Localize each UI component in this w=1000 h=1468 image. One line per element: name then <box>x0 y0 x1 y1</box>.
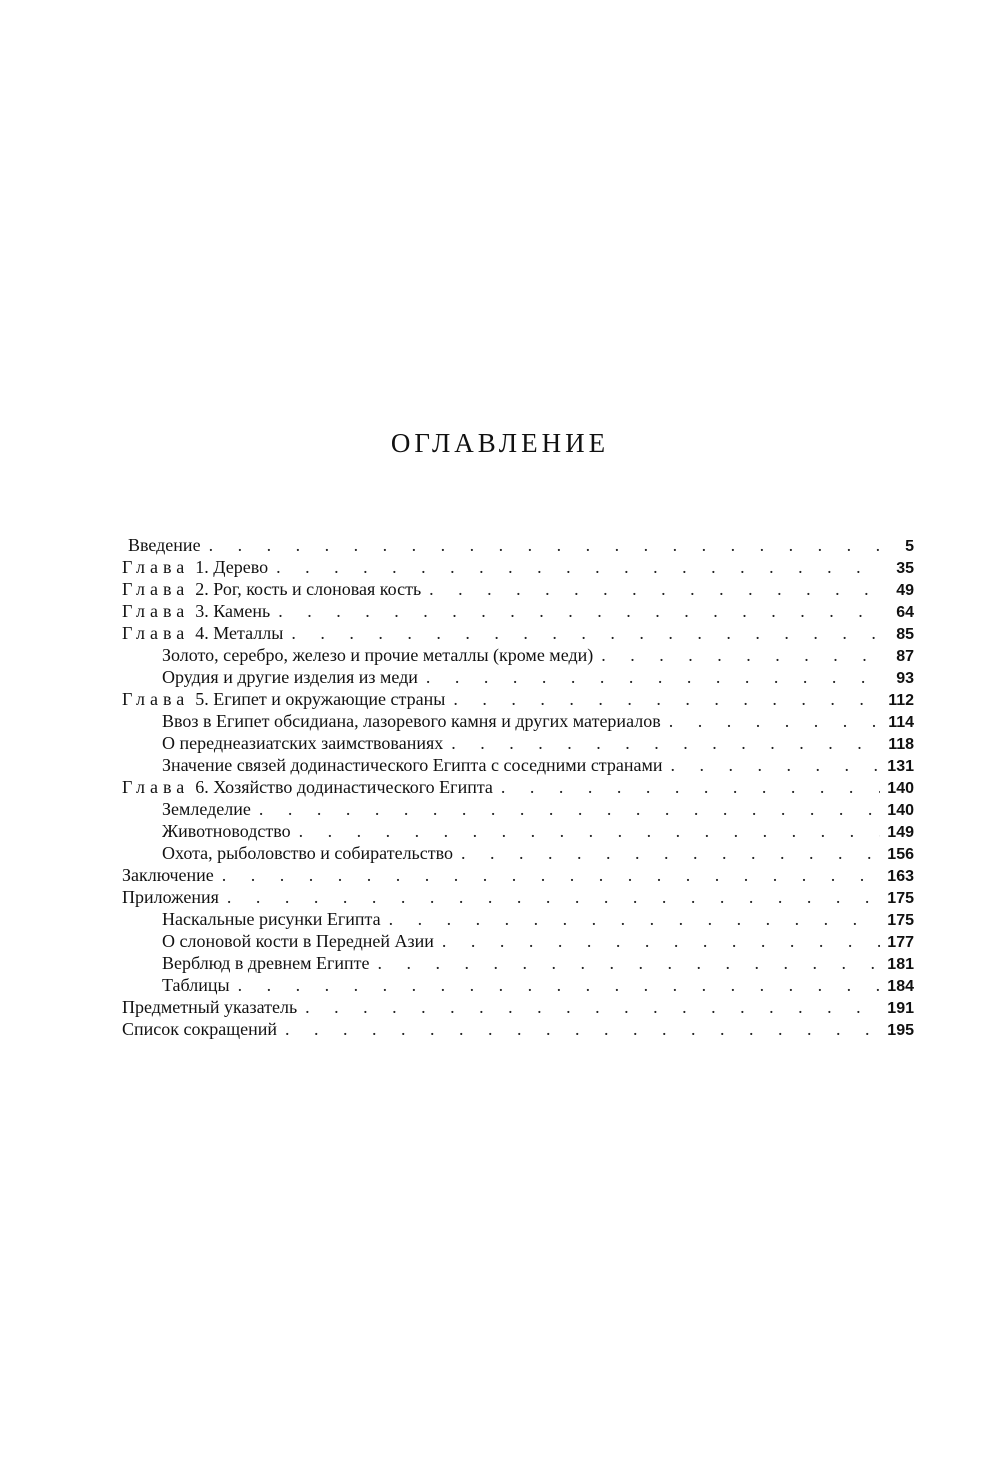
dot-leader <box>429 578 880 600</box>
page-number: 156 <box>887 846 914 863</box>
dot-leader <box>451 732 880 754</box>
dot-leader <box>222 864 880 886</box>
entry-title: Земледелие <box>162 799 251 819</box>
chapter-prefix: Глава <box>122 579 190 599</box>
page-title: ОГЛАВЛЕНИЕ <box>390 428 610 458</box>
page-number: 85 <box>896 626 914 643</box>
page-number: 49 <box>896 582 914 599</box>
page-number: 87 <box>896 648 914 665</box>
table-of-contents <box>122 534 914 1040</box>
page-number: 131 <box>887 758 914 775</box>
toc-subentry <box>122 952 914 974</box>
toc-subentry <box>122 908 914 930</box>
toc-subentry <box>122 710 914 732</box>
page-number: 140 <box>887 802 914 819</box>
toc-entry-subject-index <box>122 996 914 1018</box>
entry-title: 4. Металлы <box>195 623 284 643</box>
dot-leader <box>601 644 880 666</box>
dot-leader <box>278 600 880 622</box>
entry-title: Орудия и другие изделия из меди <box>162 667 418 687</box>
page-number: 112 <box>888 692 914 709</box>
dot-leader <box>671 754 880 776</box>
dot-leader <box>426 666 880 688</box>
page-number: 140 <box>887 780 914 797</box>
entry-title: 2. Рог, кость и слоновая кость <box>195 579 422 599</box>
toc-entry-abbreviations <box>122 1018 914 1040</box>
toc-subentry <box>122 974 914 996</box>
entry-title: Ввоз в Египет обсидиана, лазоревого камня и других материалов <box>162 711 661 731</box>
entry-title: Верблюд в древнем Египте <box>162 953 370 973</box>
toc-entry-chapter-2 <box>122 578 914 600</box>
page-number: 149 <box>887 824 914 841</box>
dot-leader <box>291 622 880 644</box>
dot-leader <box>299 820 880 842</box>
page-number: 191 <box>887 1000 914 1017</box>
page-number: 64 <box>896 604 914 621</box>
page-number: 181 <box>887 956 914 973</box>
entry-title: Список сокращений <box>122 1019 277 1039</box>
entry-title: 1. Дерево <box>195 557 269 577</box>
toc-subentry <box>122 644 914 666</box>
chapter-prefix: Глава <box>122 689 190 709</box>
dot-leader <box>389 908 880 930</box>
toc-subentry <box>122 842 914 864</box>
dot-leader <box>305 996 880 1018</box>
dot-leader <box>259 798 880 820</box>
page-number: 35 <box>896 560 914 577</box>
page-number: 118 <box>888 736 914 753</box>
page-number: 175 <box>887 912 914 929</box>
entry-title: Заключение <box>122 865 214 885</box>
entry-title: Значение связей додинастического Египта с соседними странами <box>162 755 663 775</box>
entry-title: Наскальные рисунки Египта <box>162 909 381 929</box>
page-number: 114 <box>888 714 914 731</box>
dot-leader <box>501 776 880 798</box>
dot-leader <box>453 688 880 710</box>
page-number: 175 <box>887 890 914 907</box>
page-number: 93 <box>896 670 914 687</box>
page-number: 5 <box>905 538 914 555</box>
toc-subentry <box>122 930 914 952</box>
page-number: 163 <box>887 868 914 885</box>
entry-title: Животноводство <box>162 821 291 841</box>
toc-entry-appendices <box>122 886 914 908</box>
toc-subentry <box>122 754 914 776</box>
dot-leader <box>276 556 880 578</box>
chapter-prefix: Глава <box>122 557 190 577</box>
entry-title: Введение <box>128 535 201 555</box>
chapter-prefix: Глава <box>122 601 190 621</box>
page-number: 195 <box>887 1022 914 1039</box>
entry-title: 5. Египет и окружающие страны <box>195 689 446 709</box>
chapter-prefix: Глава <box>122 777 190 797</box>
entry-title: О слоновой кости в Передней Азии <box>162 931 434 951</box>
toc-entry-chapter-1 <box>122 556 914 578</box>
toc-entry-chapter-3 <box>122 600 914 622</box>
toc-entry-chapter-4 <box>122 622 914 644</box>
dot-leader <box>669 710 880 732</box>
page-number: 177 <box>887 934 914 951</box>
toc-entry-chapter-5 <box>122 688 914 710</box>
dot-leader <box>238 974 880 996</box>
entry-title: Охота, рыболовство и собирательство <box>162 843 453 863</box>
page-number: 184 <box>887 978 914 995</box>
toc-subentry <box>122 666 914 688</box>
toc-subentry <box>122 732 914 754</box>
toc-entry-conclusion <box>122 864 914 886</box>
toc-entry-introduction <box>122 534 914 556</box>
entry-title: О переднеазиатских заимствованиях <box>162 733 444 753</box>
dot-leader <box>285 1018 880 1040</box>
entry-title: 3. Камень <box>195 601 271 621</box>
toc-entry-chapter-6 <box>122 776 914 798</box>
entry-title: Золото, серебро, железо и прочие металлы (кроме меди) <box>162 645 594 665</box>
dot-leader <box>461 842 880 864</box>
chapter-prefix: Глава <box>122 623 190 643</box>
entry-title: Приложения <box>122 887 219 907</box>
dot-leader <box>378 952 880 974</box>
entry-title: Предметный указатель <box>122 997 298 1017</box>
dot-leader <box>209 534 880 556</box>
dot-leader <box>442 930 880 952</box>
entry-title: Таблицы <box>162 975 230 995</box>
dot-leader <box>227 886 880 908</box>
toc-subentry <box>122 820 914 842</box>
entry-title: 6. Хозяйство додинастического Египта <box>195 777 493 797</box>
toc-subentry <box>122 798 914 820</box>
